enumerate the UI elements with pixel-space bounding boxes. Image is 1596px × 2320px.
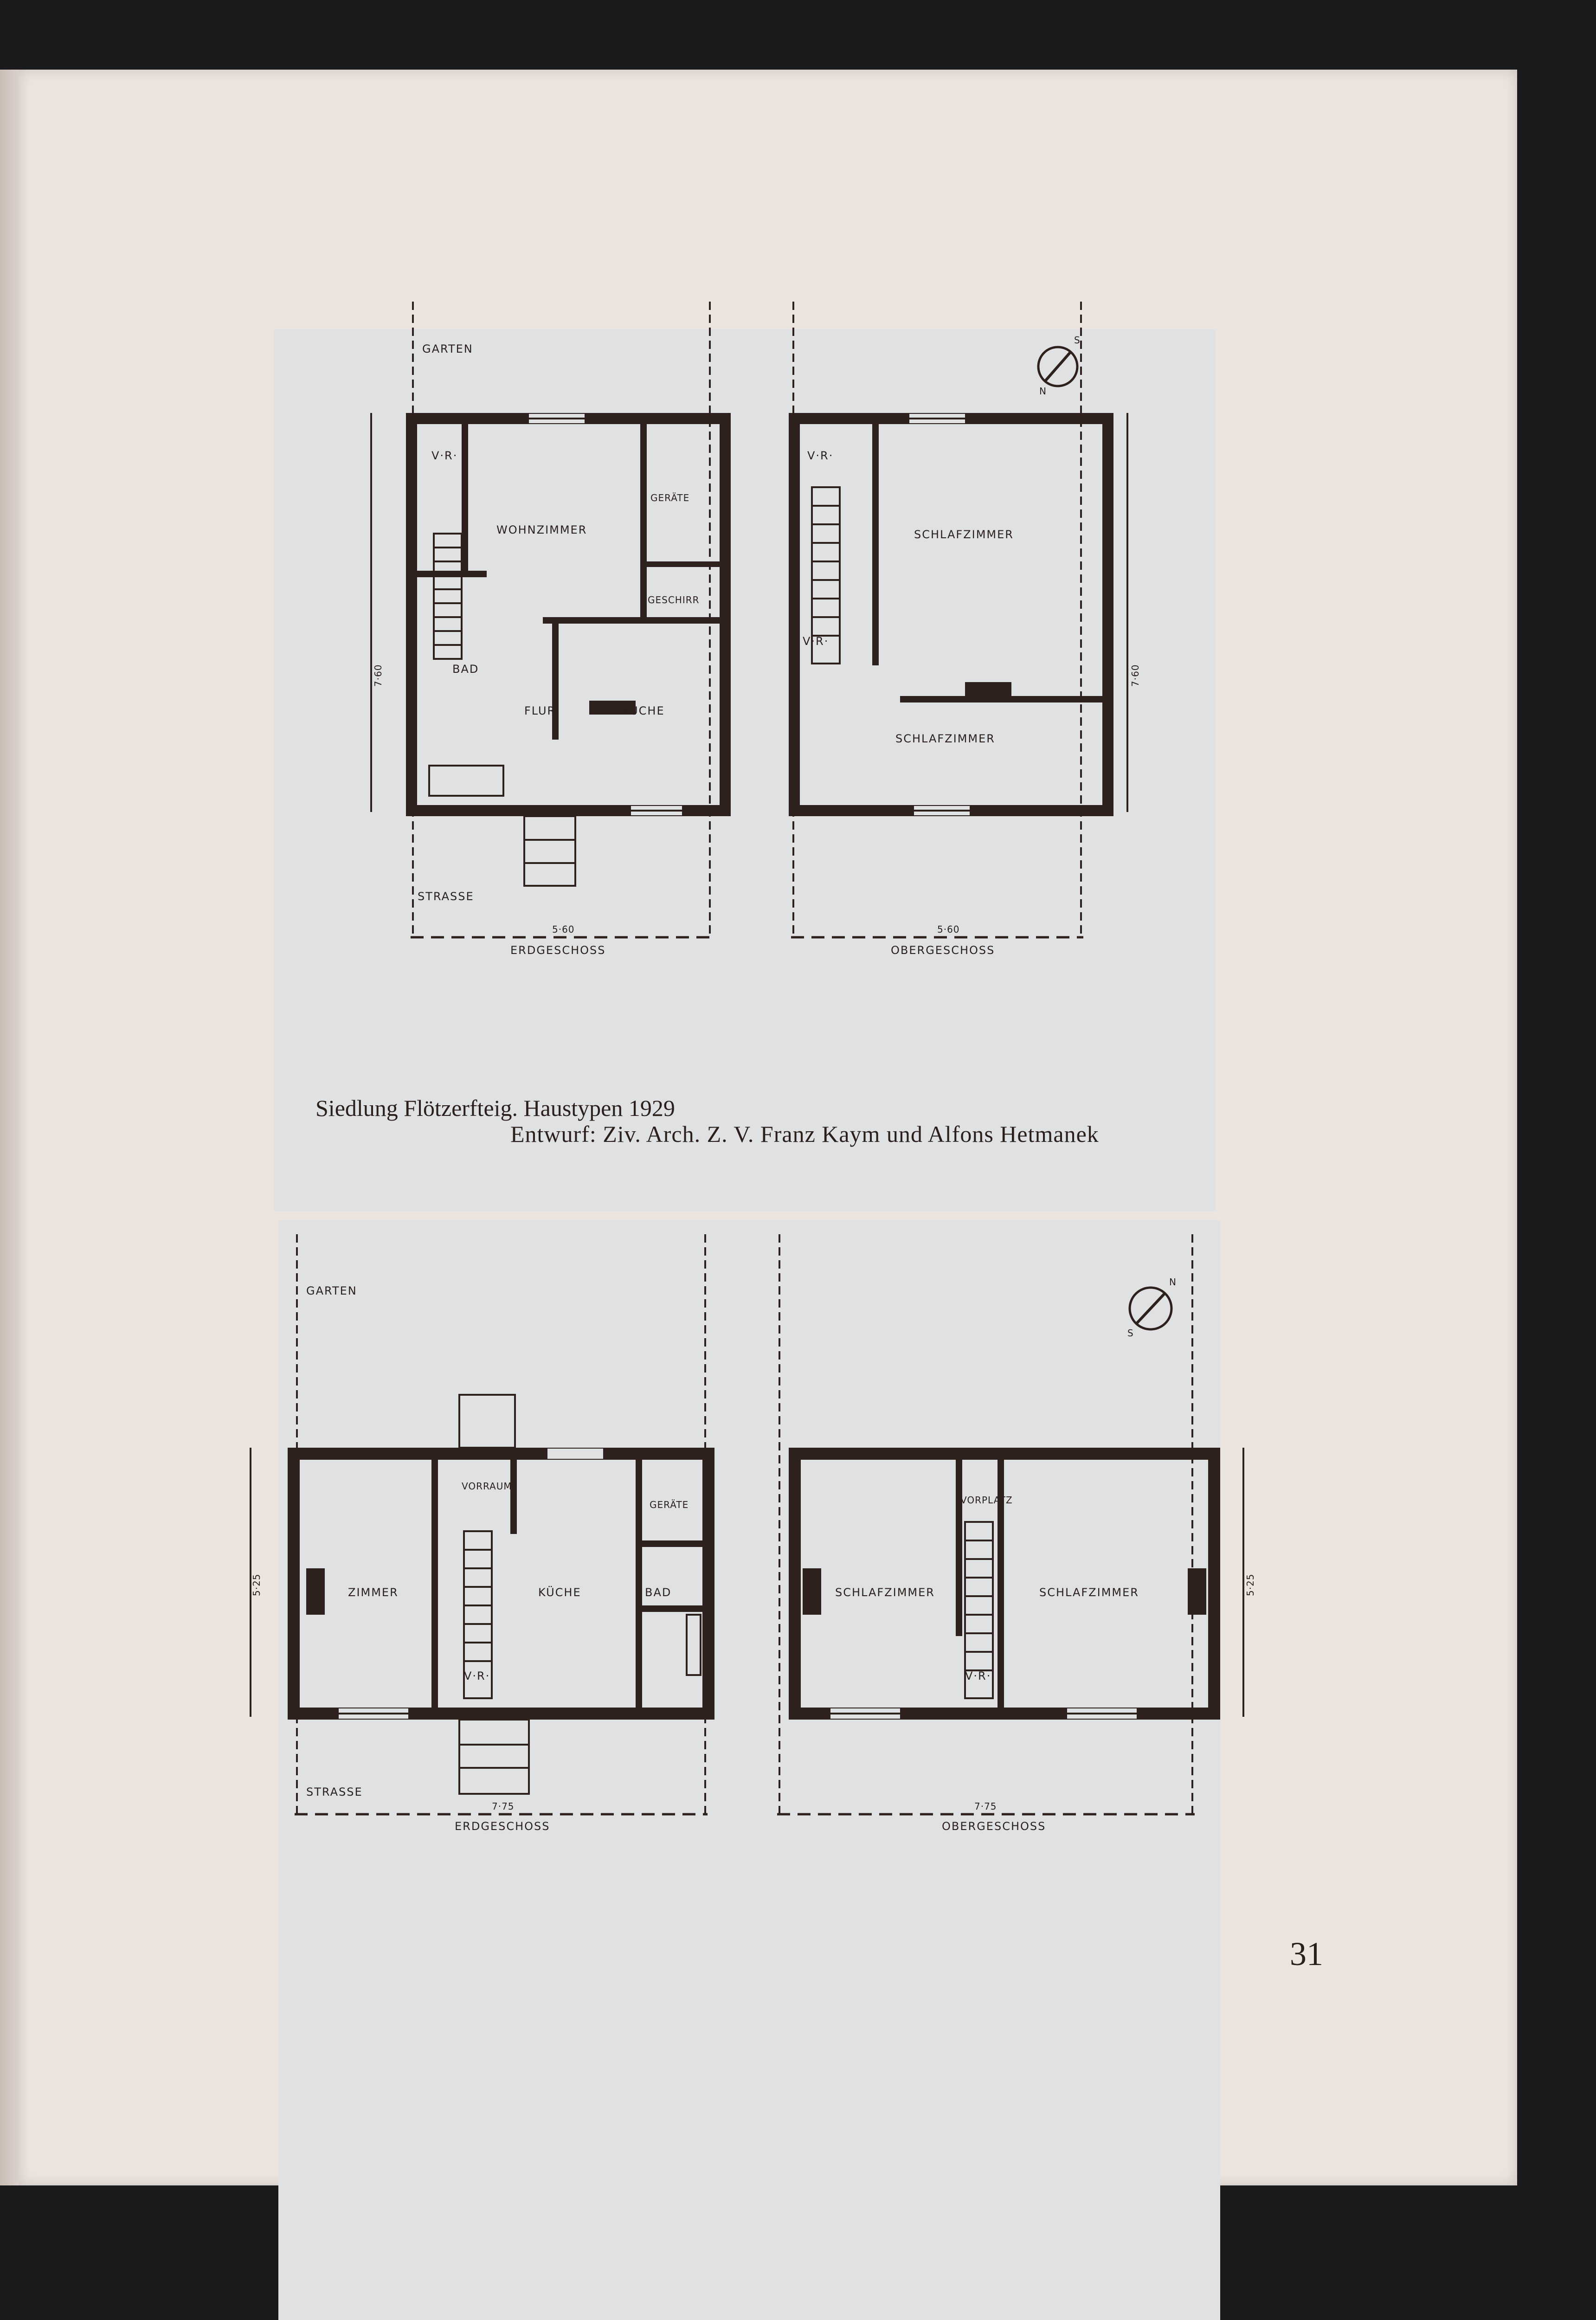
label-vr: V·R· [464, 1669, 490, 1682]
label-zimmer: ZIMMER [348, 1586, 399, 1599]
label-vr: V·R· [807, 449, 834, 462]
label-schlafzimmer: SCHLAFZIMMER [914, 528, 1014, 541]
label-bad: BAD [452, 663, 479, 676]
figure-caption [315, 1095, 1243, 1147]
label-bad: BAD [645, 1586, 672, 1599]
label-vorplatz: VORPLATZ [960, 1495, 1013, 1506]
label-vr: V·R· [803, 635, 829, 648]
label-obergeschoss: OBERGESCHOSS [942, 1820, 1046, 1833]
label-erdgeschoss: ERDGESCHOSS [510, 944, 606, 957]
dim-depth-right: 5·25 [1245, 1573, 1256, 1596]
dim-depth-left: 7·60 [373, 664, 384, 687]
label-schlafzimmer: SCHLAFZIMMER [1039, 1586, 1139, 1599]
dim-width-right: 7·75 [974, 1801, 997, 1812]
label-erdgeschoss: ERDGESCHOSS [455, 1820, 550, 1833]
dim-depth-left: 5·25 [251, 1573, 262, 1596]
label-geraete: GERÄTE [650, 492, 690, 503]
dim-width-right: 5·60 [937, 924, 960, 935]
book-page [19, 70, 1517, 2185]
caption-credits: Entwurf: Ziv. Arch. Z. V. Franz Kaym und Alfons Hetmanek [510, 1121, 1099, 1147]
label-schlafzimmer: SCHLAFZIMMER [895, 732, 995, 745]
compass-label-n: N [1169, 1276, 1177, 1288]
floor-plan-lower-labels [19, 1206, 1517, 2042]
label-kueche: KÜCHE [538, 1586, 581, 1599]
compass-label-n: N [1039, 386, 1047, 397]
label-flur: FLUR [524, 704, 556, 717]
caption-title: Siedlung Flötzerfteig. Haustypen 1929 [315, 1095, 675, 1121]
label-schlafzimmer: SCHLAFZIMMER [835, 1586, 935, 1599]
label-kueche: KÜCHE [622, 704, 665, 717]
label-geraete: GERÄTE [650, 1499, 689, 1510]
label-garten: GARTEN [306, 1284, 357, 1297]
label-geschirr: GESCHIRR [648, 594, 700, 606]
page-number: 31 [1290, 1935, 1323, 1972]
floor-plan-upper-labels [19, 70, 1517, 1090]
label-vr: V·R· [431, 449, 458, 462]
label-wohnzimmer: WOHNZIMMER [496, 523, 587, 536]
label-obergeschoss: OBERGESCHOSS [891, 944, 995, 957]
dim-depth-right: 7·60 [1130, 664, 1141, 687]
compass-label-s: S [1127, 1328, 1134, 1339]
dim-width-left: 7·75 [492, 1801, 515, 1812]
dim-width-left: 5·60 [552, 924, 575, 935]
compass-label-s: S [1074, 335, 1081, 346]
label-vr: V·R· [965, 1669, 991, 1682]
label-strasse: STRASSE [418, 890, 474, 903]
label-garten: GARTEN [422, 342, 473, 355]
label-strasse: STRASSE [306, 1785, 363, 1798]
label-vorraum: VORRAUM [462, 1481, 512, 1492]
